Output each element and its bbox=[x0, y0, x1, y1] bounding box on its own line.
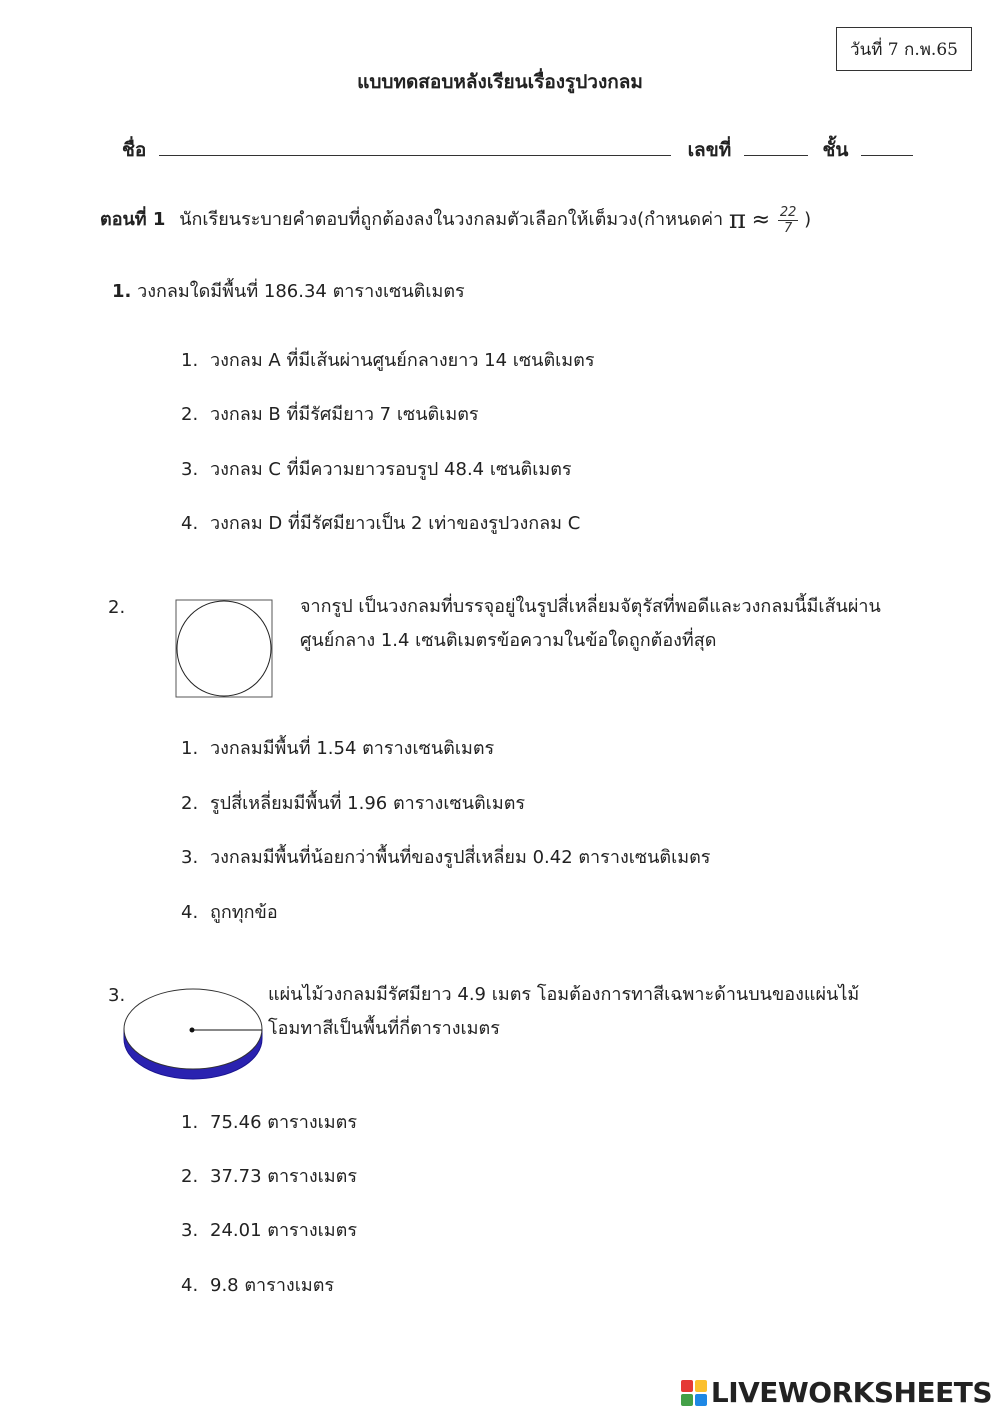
name-row bbox=[122, 135, 913, 165]
q1-option-1[interactable] bbox=[181, 345, 595, 374]
date-box bbox=[836, 27, 972, 71]
question-number: 1. bbox=[112, 281, 132, 302]
wooden-disk-figure bbox=[120, 984, 266, 1082]
page-title: แบบทดสอบหลังเรียนเรื่องรูปวงกลม bbox=[357, 71, 643, 93]
q2-option-4[interactable] bbox=[181, 897, 278, 926]
name-label: ชื่อ bbox=[122, 139, 147, 161]
q2-option-1[interactable] bbox=[181, 733, 494, 762]
square-shape bbox=[176, 600, 272, 697]
q3-option-1[interactable] bbox=[181, 1107, 357, 1136]
liveworksheets-icon bbox=[681, 1380, 707, 1406]
option-text: 75.46 ตารางเมตร bbox=[210, 1112, 357, 1133]
number-label: เลขที่ bbox=[687, 139, 732, 161]
logo-square bbox=[695, 1380, 707, 1392]
option-number: 2. bbox=[181, 793, 199, 814]
option-text: 37.73 ตารางเมตร bbox=[210, 1166, 357, 1187]
pi-symbol: π bbox=[728, 205, 746, 235]
option-text: วงกลม C ที่มีความยาวรอบรูป 48.4 เซนติเมตร bbox=[210, 459, 572, 480]
option-number: 3. bbox=[181, 847, 199, 868]
logo-square bbox=[695, 1394, 707, 1406]
question-3-text bbox=[268, 978, 859, 1046]
question-3-line-1: แผ่นไม้วงกลมมีรัศมียาว 4.9 เมตร โอมต้องการทาสีเฉพาะด้านบนของแผ่นไม้ bbox=[268, 984, 860, 1005]
question-2-text bbox=[300, 590, 881, 658]
question-2-line-1: จากรูป เป็นวงกลมที่บรรจุอยู่ในรูปสี่เหลี่ยมจัตุรัสที่พอดีและวงกลมนี้มีเส้นผ่าน bbox=[300, 596, 881, 617]
question-3-number: 3. bbox=[108, 985, 126, 1006]
part-label: ตอนที่ 1 bbox=[100, 209, 166, 230]
brand-prefix: LIVE bbox=[710, 1376, 778, 1409]
brand-suffix: WORKSHEETS bbox=[777, 1376, 992, 1409]
question-text: วงกลมใดมีพื้นที่ 186.34 ตารางเซนติเมตร bbox=[137, 281, 465, 302]
option-text: วงกลมมีพื้นที่น้อยกว่าพื้นที่ของรูปสี่เหลี่ยม 0.42 ตารางเซนติเมตร bbox=[210, 847, 711, 868]
part-instruction bbox=[100, 204, 811, 236]
q1-option-4[interactable] bbox=[181, 508, 580, 537]
q3-option-3[interactable] bbox=[181, 1215, 357, 1244]
option-number: 4. bbox=[181, 902, 199, 923]
approx-symbol: ≈ bbox=[751, 207, 771, 233]
instruction-close: ) bbox=[804, 209, 812, 230]
option-number: 3. bbox=[181, 1220, 199, 1241]
question-2-line-2: ศูนย์กลาง 1.4 เซนติเมตรข้อความในข้อใดถูกต้องที่สุด bbox=[300, 630, 717, 651]
option-text: รูปสี่เหลี่ยมมีพื้นที่ 1.96 ตารางเซนติเมตร bbox=[210, 793, 526, 814]
q3-option-2[interactable] bbox=[181, 1161, 357, 1190]
option-number: 2. bbox=[181, 1166, 199, 1187]
circle-shape bbox=[177, 601, 271, 696]
question-1 bbox=[112, 276, 465, 305]
fraction-numerator: 22 bbox=[779, 204, 797, 220]
date-text: วันที่ 7 ก.พ.65 bbox=[850, 39, 958, 60]
question-2-number: 2. bbox=[108, 597, 126, 618]
liveworksheets-logo bbox=[681, 1376, 992, 1409]
option-number: 2. bbox=[181, 404, 199, 425]
option-text: วงกลมมีพื้นที่ 1.54 ตารางเซนติเมตร bbox=[210, 738, 495, 759]
q3-option-4[interactable] bbox=[181, 1270, 334, 1299]
q1-option-3[interactable] bbox=[181, 454, 572, 483]
name-field[interactable] bbox=[159, 135, 671, 156]
number-field[interactable] bbox=[744, 135, 808, 156]
fraction bbox=[778, 205, 799, 236]
option-number: 1. bbox=[181, 350, 199, 371]
logo-square bbox=[681, 1380, 693, 1392]
option-text: 24.01 ตารางเมตร bbox=[210, 1220, 357, 1241]
q2-option-2[interactable] bbox=[181, 788, 525, 817]
option-text: วงกลม B ที่มีรัศมียาว 7 เซนติเมตร bbox=[210, 404, 479, 425]
instruction-text: นักเรียนระบายคำตอบที่ถูกต้องลงในวงกลมตัวเลือกให้เต็มวง(กำหนดค่า bbox=[179, 209, 724, 230]
circle-in-square-figure bbox=[175, 599, 273, 698]
option-number: 4. bbox=[181, 1275, 199, 1296]
option-number: 1. bbox=[181, 1112, 199, 1133]
question-3-line-2: โอมทาสีเป็นพื้นที่กี่ตารางเมตร bbox=[268, 1018, 500, 1039]
logo-square bbox=[681, 1394, 693, 1406]
option-number: 4. bbox=[181, 513, 199, 534]
q1-option-2[interactable] bbox=[181, 399, 479, 428]
option-text: ถูกทุกข้อ bbox=[210, 902, 278, 923]
option-number: 1. bbox=[181, 738, 199, 759]
class-label: ชั้น bbox=[822, 139, 849, 161]
option-number: 3. bbox=[181, 459, 199, 480]
q2-option-3[interactable] bbox=[181, 842, 710, 871]
option-text: วงกลม A ที่มีเส้นผ่านศูนย์กลางยาว 14 เซนติเมตร bbox=[210, 350, 595, 371]
fraction-denominator: 7 bbox=[783, 220, 793, 236]
option-text: วงกลม D ที่มีรัศมียาวเป็น 2 เท่าของรูปวงกลม C bbox=[210, 513, 581, 534]
option-text: 9.8 ตารางเมตร bbox=[210, 1275, 335, 1296]
class-field[interactable] bbox=[861, 135, 913, 156]
